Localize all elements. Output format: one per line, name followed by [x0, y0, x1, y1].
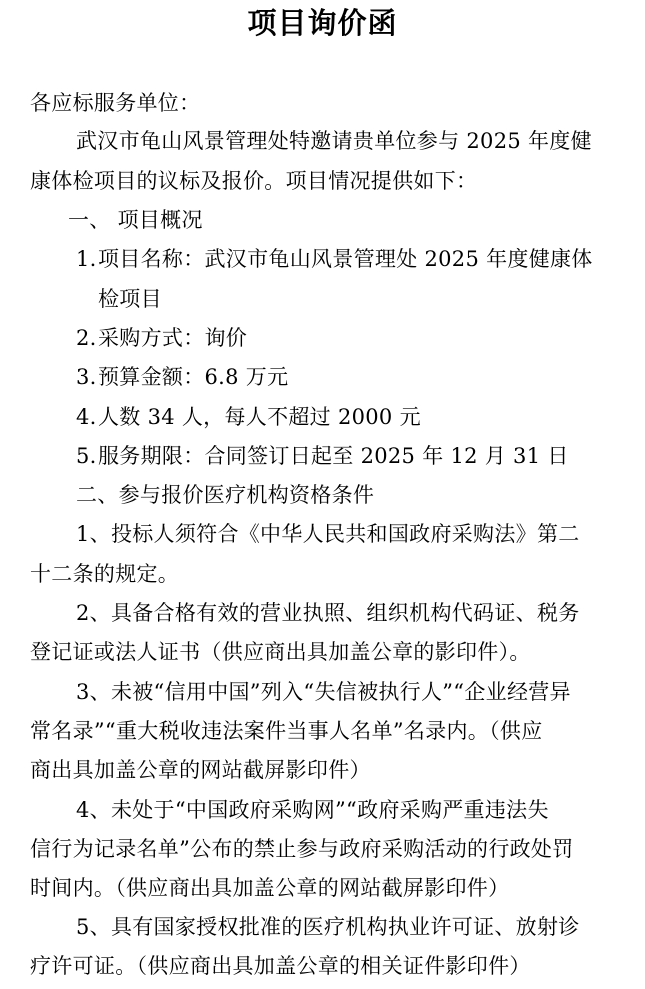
overview-item-number: 3. — [76, 365, 97, 389]
overview-item-number: 5. — [76, 444, 97, 468]
overview-item-number: 1. — [76, 247, 97, 271]
overview-item-1-continued — [98, 286, 162, 312]
requirement-1-line-2: 十二条的规定。 — [30, 562, 180, 586]
overview-item-text: 采购方式：询价 — [98, 326, 248, 350]
overview-item-text: 项目名称：武汉市龟山风景管理处 2025 年度健康体 — [98, 247, 593, 271]
requirement-1-line-1: 1、投标人须符合《中华人民共和国政府采购法》第二 — [76, 522, 580, 546]
overview-item-text: 检项目 — [98, 287, 162, 311]
overview-item-text: 人数 34 人，每人不超过 2000 元 — [98, 405, 421, 429]
requirement-4-line-2: 信行为记录名单”公布的禁止参与政府采购活动的行政处罚 — [30, 837, 574, 861]
requirement-5-line-2: 疗许可证。（供应商出具加盖公章的相关证件影印件） — [30, 954, 531, 978]
requirement-4-line-3: 时间内。（供应商出具加盖公章的网站截屏影印件） — [30, 876, 510, 900]
overview-item-4 — [76, 404, 421, 430]
document-title: 项目询价函 — [247, 6, 398, 40]
overview-item-number: 4. — [76, 405, 97, 429]
salutation: 各应标服务单位： — [30, 91, 201, 115]
requirement-2-line-2: 登记证或法人证书（供应商出具加盖公章的影印件）。 — [30, 640, 531, 664]
section-heading-overview: 一、 项目概况 — [68, 208, 203, 232]
requirement-4-line-1: 4、未处于“中国政府采购网”“政府采购严重违法失 — [76, 798, 549, 822]
overview-item-text: 服务期限：合同签订日起至 2025 年 12 月 31 日 — [98, 444, 569, 468]
intro-paragraph-line-1: 武汉市龟山风景管理处特邀请贵单位参与 2025 年度健 — [76, 129, 592, 153]
section-heading-qualifications: 二、参与报价医疗机构资格条件 — [76, 483, 375, 507]
overview-item-2 — [76, 325, 247, 351]
requirement-3-line-1: 3、未被“信用中国”列入“失信被执行人”“企业经营异 — [76, 680, 571, 704]
requirement-3-line-3: 商出具加盖公章的网站截屏影印件） — [30, 758, 371, 782]
overview-item-number: 2. — [76, 326, 97, 350]
overview-item-1 — [76, 246, 593, 272]
overview-item-5 — [76, 443, 569, 469]
intro-paragraph-line-2: 康体检项目的议标及报价。项目情况提供如下： — [30, 169, 478, 193]
requirement-2-line-1: 2、具备合格有效的营业执照、组织机构代码证、税务 — [76, 601, 580, 625]
requirement-3-line-2: 常名录”“重大税收违法案件当事人名单”名录内。（供应 — [30, 719, 543, 743]
overview-item-text: 预算金额：6.8 万元 — [98, 365, 289, 389]
requirement-5-line-1: 5、具有国家授权批准的医疗机构执业许可证、放射诊 — [76, 915, 580, 939]
overview-item-3 — [76, 364, 288, 390]
